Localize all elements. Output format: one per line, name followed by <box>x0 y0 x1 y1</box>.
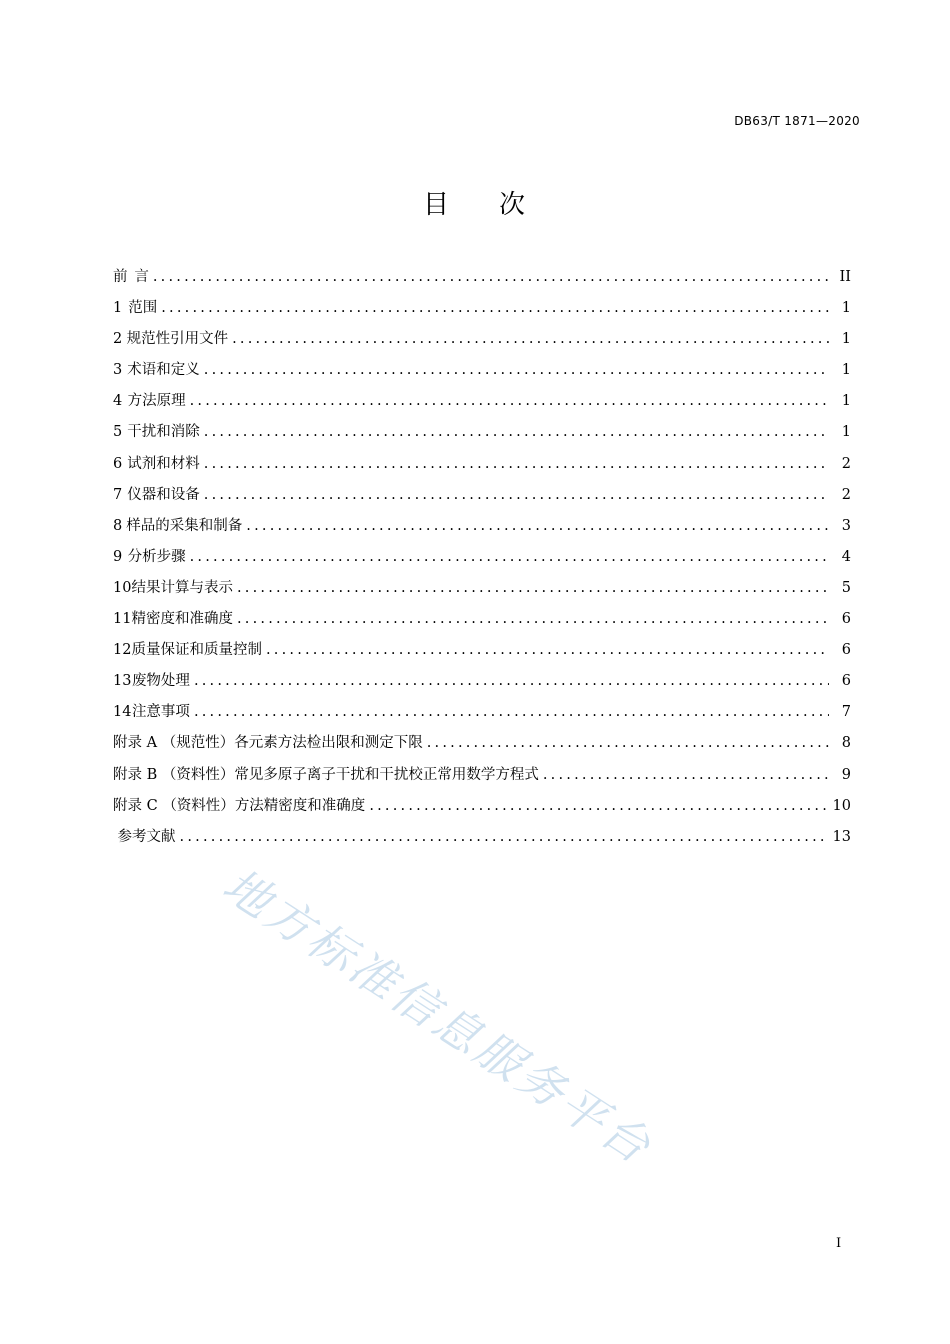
toc-leader <box>369 791 826 822</box>
toc-number: 9 <box>113 548 123 565</box>
page-number: I <box>836 1236 842 1251</box>
toc-page: 13 <box>832 828 851 845</box>
toc-row-9[interactable] <box>113 542 851 573</box>
toc-leader <box>266 635 829 666</box>
toc-number: 12 <box>113 642 132 659</box>
toc-page: 1 <box>841 331 851 348</box>
toc-label: 干扰和消除 <box>127 424 200 441</box>
toc-row-3[interactable] <box>113 355 851 386</box>
toc-row-preface[interactable] <box>113 262 851 293</box>
page-title <box>0 184 950 221</box>
toc-label: 废物处理 <box>131 673 190 690</box>
toc-leader <box>194 697 829 728</box>
toc-number: 8 <box>113 517 123 534</box>
toc-label: 方法原理 <box>127 393 186 410</box>
toc-leader <box>237 573 829 604</box>
toc-label: 试剂和材料 <box>127 455 200 472</box>
toc-row-appendix-b[interactable] <box>113 760 851 791</box>
watermark: 地方标准信息服务平台 <box>213 857 663 1176</box>
toc-label: 言 <box>134 269 149 285</box>
toc-label: 方法精密度和准确度 <box>234 797 366 814</box>
toc-leader <box>194 666 829 697</box>
toc-leader <box>153 262 829 293</box>
toc-page: 4 <box>841 548 851 565</box>
toc-row-4[interactable] <box>113 386 851 417</box>
title-char-1: 目 <box>422 190 451 220</box>
toc-page: 2 <box>841 455 851 472</box>
toc-page: 1 <box>841 424 851 441</box>
toc-number: 附录 B （资料性） <box>113 766 235 783</box>
toc-label: 范围 <box>128 300 158 317</box>
toc-leader <box>180 822 827 853</box>
toc-leader <box>161 293 829 324</box>
title-char-2: 次 <box>499 190 528 220</box>
toc-label: 各元素方法检出限和测定下限 <box>234 735 423 752</box>
toc-row-8[interactable] <box>113 511 851 542</box>
toc-row-13[interactable] <box>113 666 851 697</box>
toc-number: 附录 A （规范性） <box>113 735 235 752</box>
toc-row-appendix-c[interactable] <box>113 791 851 822</box>
toc-page: II <box>839 269 851 285</box>
toc-number: 附录 C （资料性） <box>113 797 235 814</box>
toc-row-references[interactable] <box>113 822 851 853</box>
toc-row-11[interactable] <box>113 604 851 635</box>
toc-row-10[interactable] <box>113 573 851 604</box>
toc-row-2[interactable] <box>113 324 851 355</box>
toc-leader <box>246 511 829 542</box>
toc-page: 1 <box>841 300 851 317</box>
toc-label: 参考文献 <box>117 828 176 845</box>
toc-page: 1 <box>841 362 851 379</box>
toc-label: 质量保证和质量控制 <box>131 642 262 659</box>
toc-page: 6 <box>841 673 851 690</box>
toc-label: 仪器和设备 <box>127 486 200 503</box>
toc-page: 7 <box>841 704 851 721</box>
toc-page: 5 <box>841 579 851 596</box>
toc-leader <box>232 324 829 355</box>
toc-page: 9 <box>841 766 851 783</box>
table-of-contents <box>113 262 851 853</box>
toc-number: 10 <box>113 579 132 596</box>
toc-row-1[interactable] <box>113 293 851 324</box>
toc-page: 6 <box>841 642 851 659</box>
toc-number: 7 <box>113 486 123 503</box>
toc-row-7[interactable] <box>113 480 851 511</box>
toc-leader <box>204 449 829 480</box>
toc-page: 6 <box>841 611 851 628</box>
toc-label: 注意事项 <box>131 704 190 721</box>
toc-label: 常见多原子离子干扰和干扰校正常用数学方程式 <box>234 766 539 783</box>
toc-page: 10 <box>832 797 851 814</box>
toc-label: 精密度和准确度 <box>131 611 233 628</box>
toc-row-12[interactable] <box>113 635 851 666</box>
toc-leader <box>427 728 829 759</box>
toc-page: 2 <box>841 486 851 503</box>
toc-page: 3 <box>841 517 851 534</box>
toc-row-14[interactable] <box>113 697 851 728</box>
toc-number: 5 <box>113 424 123 441</box>
toc-number: 14 <box>113 704 132 721</box>
toc-leader <box>204 480 829 511</box>
toc-leader <box>190 542 829 573</box>
toc-number: 4 <box>113 393 123 410</box>
toc-page: 8 <box>841 735 851 752</box>
toc-label: 术语和定义 <box>127 362 200 379</box>
toc-page: 1 <box>841 393 851 410</box>
toc-leader <box>190 386 829 417</box>
toc-row-appendix-a[interactable] <box>113 728 851 759</box>
toc-number: 1 <box>113 300 123 317</box>
toc-number: 前 <box>113 269 128 285</box>
toc-label: 分析步骤 <box>127 548 186 565</box>
toc-number: 13 <box>113 673 132 690</box>
toc-label: 样品的采集和制备 <box>126 517 243 534</box>
toc-number: 3 <box>113 362 123 379</box>
toc-leader <box>204 417 829 448</box>
toc-number: 6 <box>113 455 123 472</box>
toc-leader <box>204 355 829 386</box>
toc-row-5[interactable] <box>113 417 851 448</box>
toc-label: 结果计算与表示 <box>131 579 233 596</box>
standard-code: DB63/T 1871—2020 <box>734 114 860 128</box>
toc-number: 11 <box>113 611 132 628</box>
toc-leader <box>237 604 829 635</box>
toc-row-6[interactable] <box>113 449 851 480</box>
toc-label: 规范性引用文件 <box>126 331 229 348</box>
toc-number: 2 <box>113 331 123 348</box>
toc-leader <box>543 760 829 791</box>
